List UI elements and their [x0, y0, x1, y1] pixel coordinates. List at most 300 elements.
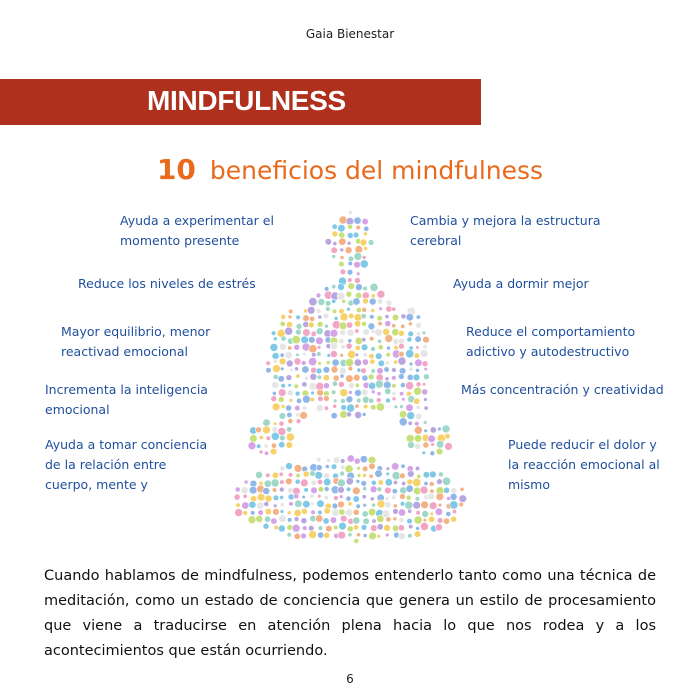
figure-dot: [326, 525, 333, 532]
figure-dot: [278, 376, 285, 383]
figure-dot: [378, 360, 385, 367]
figure-dot: [451, 516, 457, 522]
figure-dot: [272, 403, 280, 411]
figure-dot: [459, 502, 464, 507]
figure-dot: [371, 369, 376, 374]
figure-dot: [266, 436, 271, 441]
figure-dot: [301, 518, 307, 524]
figure-dot: [333, 399, 337, 403]
figure-dot: [288, 383, 292, 387]
figure-dot: [346, 375, 354, 383]
figure-dot: [363, 503, 367, 507]
figure-dot: [316, 368, 322, 374]
figure-dot: [318, 532, 324, 538]
figure-dot: [386, 517, 391, 522]
figure-dot: [317, 346, 321, 350]
figure-dot: [309, 298, 317, 306]
figure-dot: [258, 510, 264, 516]
figure-dot: [309, 531, 317, 539]
figure-dot: [286, 427, 292, 433]
benefit-right-3: Reduce el comportamiento adictivo y autodestructivo: [466, 324, 636, 359]
figure-dot: [302, 366, 309, 373]
figure-dot: [370, 497, 374, 501]
figure-dot: [288, 419, 293, 424]
figure-dot: [331, 390, 336, 395]
benefit-left-3: Mayor equilibrio, menor reactivad emocional: [61, 324, 211, 359]
figure-dot: [323, 478, 331, 486]
figure-dot: [347, 241, 351, 245]
figure-dot: [370, 283, 378, 291]
figure-dot: [347, 307, 351, 311]
figure-dot: [308, 336, 315, 343]
figure-dot: [342, 299, 346, 303]
benefit-right-4: Más concentración y creatividad: [461, 382, 664, 397]
figure-dot: [325, 239, 332, 246]
figure-dot: [352, 487, 360, 495]
figure-dot: [279, 343, 286, 350]
figure-dot: [317, 500, 325, 508]
figure-dot: [288, 494, 294, 500]
figure-dot: [324, 324, 328, 328]
figure-dot: [392, 324, 396, 328]
figure-dot: [248, 442, 256, 450]
figure-dot: [371, 390, 375, 394]
figure-dot: [401, 324, 405, 328]
figure-dot: [377, 298, 383, 304]
figure-dot: [361, 344, 368, 351]
figure-dot: [398, 525, 404, 531]
figure-dot: [274, 525, 279, 530]
figure-dot: [392, 376, 397, 381]
figure-dot: [400, 501, 405, 506]
figure-dot: [346, 496, 351, 501]
figure-dot: [386, 306, 392, 312]
figure-dot: [416, 510, 421, 515]
figure-dot: [266, 367, 272, 373]
figure-dot: [300, 412, 308, 420]
figure-dot: [459, 495, 467, 503]
figure-dot: [356, 504, 361, 509]
figure-dot: [420, 350, 428, 358]
figure-dot: [406, 485, 413, 492]
figure-dot: [376, 398, 381, 403]
figure-dot: [325, 307, 330, 312]
figure-dot: [399, 392, 403, 396]
figure-dot: [301, 336, 309, 344]
figure-dot: [348, 366, 353, 371]
figure-dot: [424, 481, 428, 485]
figure-dot: [235, 487, 240, 492]
figure-dot: [332, 299, 336, 303]
figure-dot: [271, 443, 276, 448]
figure-dot: [391, 368, 396, 373]
figure-dot: [263, 426, 271, 434]
figure-dot: [353, 496, 360, 503]
figure-dot: [333, 525, 338, 530]
figure-dot: [348, 390, 352, 394]
figure-dot: [339, 216, 347, 224]
figure-dot: [302, 526, 307, 531]
figure-dot: [243, 511, 248, 516]
figure-dot: [308, 322, 314, 328]
figure-dot: [294, 384, 299, 389]
figure-dot: [318, 486, 324, 492]
figure-dot: [330, 350, 337, 357]
figure-dot: [416, 331, 421, 336]
figure-dot: [353, 509, 359, 515]
figure-dot: [338, 224, 346, 232]
figure-dot: [362, 338, 366, 342]
figure-dot: [392, 397, 396, 401]
figure-dot: [280, 510, 284, 514]
figure-dot: [302, 382, 307, 387]
figure-dot: [429, 482, 434, 487]
figure-dot: [339, 322, 347, 330]
figure-dot: [407, 518, 413, 524]
figure-dot: [287, 390, 293, 396]
figure-dot: [422, 389, 428, 395]
figure-dot: [392, 489, 397, 494]
figure-dot: [332, 231, 338, 237]
figure-dot: [415, 497, 420, 502]
figure-dot: [408, 509, 412, 513]
figure-dot: [414, 516, 422, 524]
figure-dot: [324, 495, 329, 500]
figure-dot: [307, 306, 315, 314]
figure-dot: [346, 396, 353, 403]
figure-dot: [392, 307, 396, 311]
figure-dot: [399, 343, 405, 349]
figure-dot: [416, 315, 420, 319]
figure-dot: [279, 358, 286, 365]
figure-dot: [279, 472, 283, 476]
figure-dot: [353, 374, 360, 381]
figure-dot: [377, 534, 381, 538]
figure-dot: [273, 422, 277, 426]
figure-dot: [372, 503, 376, 507]
figure-dot: [423, 518, 427, 522]
figure-dot: [386, 398, 391, 403]
figure-dot: [415, 413, 422, 420]
figure-dot: [296, 419, 301, 424]
figure-dot: [445, 434, 451, 440]
figure-dot: [280, 503, 284, 507]
figure-dot: [273, 374, 278, 379]
figure-dot: [315, 471, 323, 479]
figure-dot: [392, 314, 399, 321]
figure-dot: [423, 421, 427, 425]
figure-dot: [300, 479, 308, 487]
figure-dot: [452, 509, 457, 514]
figure-dot: [294, 465, 302, 473]
figure-dot: [259, 435, 263, 439]
figure-dot: [360, 260, 368, 268]
figure-dot: [278, 397, 284, 403]
figure-dot: [326, 361, 330, 365]
figure-dot: [264, 480, 271, 487]
benefit-left-1: Ayuda a experimentar el momento presente: [120, 213, 274, 248]
figure-dot: [327, 458, 331, 462]
figure-dot: [420, 522, 428, 530]
figure-dot: [435, 508, 443, 516]
figure-dot: [394, 360, 398, 364]
figure-dot: [324, 396, 330, 402]
figure-dot: [318, 494, 322, 498]
figure-dot: [311, 480, 317, 486]
figure-dot: [348, 533, 352, 537]
figure-dot: [285, 478, 292, 485]
figure-dot: [296, 473, 301, 478]
figure-dot: [347, 233, 353, 239]
figure-dot: [294, 344, 300, 350]
figure-dot: [369, 474, 373, 478]
figure-dot: [363, 286, 368, 291]
figure-dot: [363, 518, 370, 525]
figure-dot: [408, 421, 412, 425]
figure-dot: [415, 466, 420, 471]
figure-dot: [317, 389, 324, 396]
figure-dot: [355, 404, 359, 408]
figure-dot: [249, 501, 256, 508]
figure-dot: [324, 532, 330, 538]
figure-dot: [243, 494, 247, 498]
figure-dot: [318, 315, 322, 319]
figure-dot: [392, 472, 400, 480]
figure-dot: [378, 339, 382, 343]
figure-dot: [271, 396, 277, 402]
figure-dot: [347, 455, 354, 462]
figure-dot: [256, 427, 262, 433]
figure-dot: [363, 298, 369, 304]
figure-dot: [355, 383, 359, 387]
figure-dot: [316, 457, 321, 462]
figure-dot: [332, 359, 339, 366]
figure-dot: [286, 463, 293, 470]
figure-dot: [398, 533, 405, 540]
figure-dot: [450, 493, 457, 500]
figure-dot: [271, 432, 279, 440]
figure-dot: [370, 525, 377, 532]
figure-dot: [340, 248, 344, 252]
benefit-left-4: Incrementa la inteligencia emocional: [45, 382, 208, 417]
figure-dot: [288, 473, 293, 478]
figure-dot: [369, 336, 374, 341]
figure-dot: [288, 315, 292, 319]
figure-dot: [355, 246, 363, 254]
figure-dot: [429, 471, 436, 478]
figure-dot: [338, 381, 344, 387]
figure-dot: [294, 509, 301, 516]
figure-dot: [354, 252, 362, 260]
figure-dot: [385, 321, 391, 327]
meditation-figure-illustration: [225, 200, 475, 555]
figure-dot: [436, 441, 444, 449]
figure-dot: [368, 374, 374, 380]
figure-dot: [289, 502, 294, 507]
figure-dot: [295, 479, 300, 484]
figure-dot: [408, 331, 414, 337]
figure-dot: [303, 329, 311, 337]
figure-dot: [362, 375, 368, 381]
section-banner: [0, 79, 481, 125]
figure-dot: [339, 495, 343, 499]
figure-dot: [430, 512, 434, 516]
figure-dot: [264, 501, 269, 506]
figure-dot: [361, 321, 366, 326]
figure-dot: [406, 382, 414, 390]
figure-dot: [311, 367, 317, 373]
figure-dot: [375, 329, 383, 337]
figure-dot: [444, 487, 450, 493]
figure-dot: [398, 374, 404, 380]
figure-dot: [311, 487, 318, 494]
figure-dot: [384, 487, 391, 494]
figure-dot: [413, 478, 421, 486]
figure-dot: [399, 351, 405, 357]
figure-dot: [400, 473, 406, 479]
figure-dot: [408, 533, 413, 538]
figure-dot: [346, 412, 351, 417]
figure-dot: [362, 255, 366, 259]
figure-dot: [446, 511, 451, 516]
figure-dot: [450, 501, 458, 509]
figure-dot: [385, 497, 389, 501]
figure-dot: [323, 518, 329, 524]
figure-dot: [408, 524, 413, 529]
figure-dot: [361, 314, 366, 319]
figure-dot: [409, 367, 414, 372]
page-number: 6: [346, 672, 354, 686]
benefit-right-5: Puede reducir el dolor y la reacción emocional al mismo: [508, 437, 660, 492]
figure-dot: [248, 516, 256, 524]
figure-dot: [375, 470, 383, 478]
figure-dot: [281, 314, 286, 319]
figure-dot: [392, 384, 397, 389]
figure-dot: [436, 493, 444, 501]
figure-dot: [429, 502, 437, 510]
figure-dot: [401, 464, 405, 468]
figure-dot: [377, 290, 385, 298]
figure-dot: [361, 368, 367, 374]
figure-dot: [333, 375, 339, 381]
figure-dot: [407, 337, 412, 342]
figure-dot: [363, 329, 370, 336]
figure-dot: [423, 472, 430, 479]
figure-dot: [393, 504, 397, 508]
figure-dot: [421, 501, 429, 509]
figure-dot: [399, 518, 404, 523]
figure-dot: [301, 533, 307, 539]
figure-dot: [272, 382, 279, 389]
figure-dot: [391, 463, 399, 471]
figure-dot: [353, 298, 360, 305]
figure-dot: [323, 383, 329, 389]
figure-dot: [430, 489, 434, 493]
figure-dot: [354, 458, 360, 464]
figure-dot: [271, 331, 276, 336]
figure-dot: [256, 515, 263, 522]
figure-dot: [272, 488, 277, 493]
figure-dot: [279, 487, 284, 492]
figure-dot: [430, 451, 435, 456]
figure-dot: [356, 307, 361, 312]
figure-dot: [355, 284, 362, 291]
figure-dot: [422, 331, 426, 335]
figure-dot: [347, 329, 354, 336]
figure-dot: [339, 338, 344, 343]
figure-dot: [286, 442, 293, 449]
figure-dot: [330, 517, 337, 524]
figure-dot: [378, 480, 383, 485]
figure-dot: [413, 501, 421, 509]
figure-dot: [362, 307, 367, 312]
figure-dot: [428, 493, 435, 500]
figure-dot: [355, 345, 360, 350]
figure-dot: [361, 480, 367, 486]
figure-dot: [356, 398, 361, 403]
figure-dot: [386, 352, 391, 357]
figure-dot: [323, 313, 329, 319]
figure-dot: [308, 357, 316, 365]
figure-dot: [386, 472, 390, 476]
figure-dot: [435, 524, 442, 531]
figure-dot: [430, 427, 436, 433]
figure-dot: [347, 526, 353, 532]
figure-dot: [308, 525, 314, 531]
figure-dot: [360, 239, 367, 246]
figure-dot: [317, 321, 323, 327]
figure-dot: [296, 398, 301, 403]
figure-dot: [348, 224, 353, 229]
figure-dot: [369, 354, 374, 359]
figure-dot: [384, 367, 390, 373]
figure-dot: [405, 501, 413, 509]
figure-dot: [340, 353, 344, 357]
figure-dot: [294, 358, 301, 365]
figure-dot: [399, 368, 406, 375]
figure-dot: [250, 435, 258, 443]
figure-dot: [330, 329, 338, 337]
figure-dot: [304, 488, 309, 493]
figure-dot: [347, 269, 353, 275]
figure-dot: [385, 335, 393, 343]
figure-dot: [324, 406, 328, 410]
figure-dot: [317, 479, 323, 485]
figure-dot: [438, 427, 442, 431]
figure-dot: [339, 232, 345, 238]
figure-dot: [332, 224, 337, 229]
figure-dot: [333, 404, 337, 408]
figure-dot: [288, 346, 292, 350]
figure-dot: [422, 383, 426, 387]
figure-dot: [273, 359, 277, 363]
figure-dot: [286, 433, 294, 441]
figure-dot: [407, 412, 415, 420]
figure-dot: [290, 368, 294, 372]
figure-dot: [416, 322, 422, 328]
figure-dot: [413, 398, 419, 404]
figure-dot: [408, 442, 415, 449]
figure-dot: [264, 444, 268, 448]
figure-dot: [416, 405, 420, 409]
figure-dot: [280, 321, 285, 326]
figure-dot: [339, 509, 345, 515]
figure-dot: [384, 525, 391, 532]
figure-dot: [340, 374, 344, 378]
figure-dot: [348, 256, 354, 262]
figure-dot: [280, 495, 284, 499]
figure-dot: [361, 389, 368, 396]
